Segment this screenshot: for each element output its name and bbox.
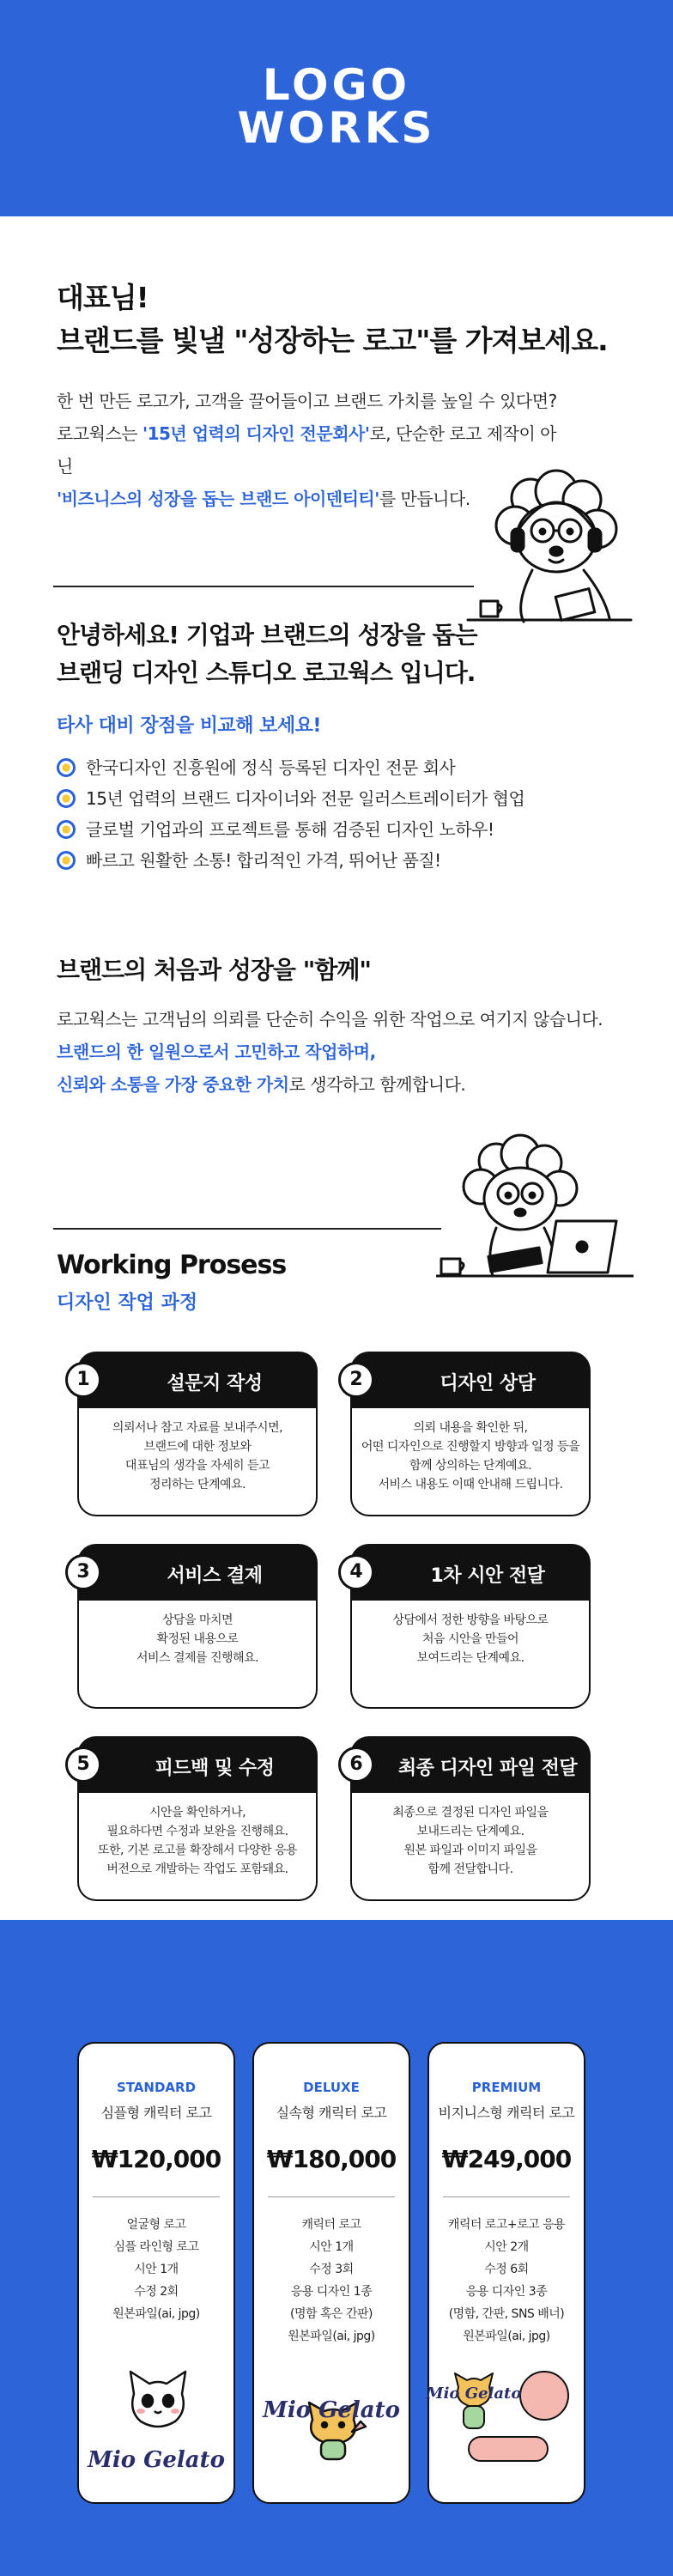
step-number: 2 — [338, 1362, 374, 1398]
step-number: 3 — [65, 1554, 101, 1590]
list-item: (명함 혹은 간판) — [290, 2307, 373, 2321]
plan-description: 비지니스형 캐릭터 로고 — [438, 2105, 575, 2121]
list-item: (명함, 간판, SNS 배너) — [448, 2307, 565, 2321]
logo-text-bottom: WORKS — [237, 103, 436, 153]
list-item: 시안 1개 — [309, 2240, 354, 2254]
process-step-6 — [350, 1736, 591, 1901]
about-title: 안녕하세요! 기업과 브랜드의 성장을 돕는 브랜딩 디자인 스튜디오 로고웍스 입니다. — [57, 621, 477, 687]
logo-text-top: LOGO — [262, 60, 411, 110]
step-description: 의뢰 내용을 확인한 뒤, 어떤 디자인으로 진행할지 방향과 일정 등을 함께 상의하는 단계예요. 서비스 내용도 이때 안내해 드립니다. — [361, 1421, 580, 1492]
process-subtitle: 디자인 작업 과정 — [57, 1292, 198, 1314]
process-step-4 — [350, 1544, 591, 1709]
target-bullet-icon — [57, 820, 76, 839]
step-title: 1차 시안 전달 — [430, 1565, 545, 1587]
list-item: 심플 라인형 로고 — [113, 2240, 199, 2254]
plan-features — [429, 2214, 584, 2348]
step-number: 6 — [338, 1747, 374, 1783]
sample-logo-text: Mio Gelato — [88, 2447, 225, 2473]
target-bullet-icon — [57, 789, 76, 808]
list-item: 응용 디자인 3종 — [465, 2285, 548, 2299]
together-title: 브랜드의 처음과 성장을 "함께" — [57, 956, 371, 984]
list-item: 빠르고 원활한 소통! 합리적인 가격, 뛰어난 품질! — [57, 845, 524, 876]
compare-heading: 타사 대비 장점을 비교해 보세요! — [57, 715, 321, 737]
section-divider — [53, 586, 474, 587]
list-item: 수정 2회 — [134, 2285, 179, 2299]
pricing-card-standard — [77, 2042, 235, 2504]
header-banner — [0, 0, 673, 216]
dog-headphones-illustration — [464, 455, 635, 627]
plan-features — [79, 2214, 233, 2325]
list-item: 캐릭터 로고+로고 응용 — [447, 2218, 566, 2232]
list-item: 원본파일(ai, jpg) — [112, 2307, 200, 2321]
list-item: 한국디자인 진흥원에 정식 등록된 디자인 전문 회사 — [57, 752, 524, 783]
plan-tier: STANDARD — [116, 2080, 197, 2095]
price-divider — [268, 2196, 395, 2197]
intro-paragraph: 한 번 만든 로고가, 고객을 끌어들이고 브랜드 가치를 높일 수 있다면? 로고웍스는 '15년 업력의 디자인 전문회사'로, 단순한 로고 제작이 아닌 '비즈니스의 성장을 돕는 브랜드 아이덴티티'를 만듭니다. — [57, 391, 557, 509]
process-title: Working Prosess — [57, 1250, 287, 1280]
step-title: 서비스 결제 — [167, 1565, 263, 1587]
cat-mascot-icon — [124, 2368, 192, 2432]
process-step-2 — [350, 1352, 591, 1516]
process-step-5 — [77, 1736, 318, 1901]
list-item: 시안 1개 — [134, 2263, 179, 2276]
plan-price: ₩180,000 — [266, 2145, 397, 2173]
step-description: 최종으로 결정된 디자인 파일을 보내드리는 단계예요. 원본 파일과 이미지 파일을 함께 전달합니다. — [392, 1806, 549, 1876]
target-bullet-icon — [57, 851, 76, 870]
list-item: 글로벌 기업과의 프로젝트를 통해 검증된 디자인 노하우! — [57, 814, 524, 845]
step-description: 상담을 마치면 확정된 내용으로 서비스 결제를 진행해요. — [136, 1613, 259, 1665]
plan-price: ₩120,000 — [91, 2145, 221, 2173]
sample-logo-text: Mio Gelato — [263, 2397, 400, 2423]
advantages-list — [57, 752, 524, 876]
list-item: 수정 3회 — [309, 2263, 354, 2276]
section-divider — [53, 1228, 441, 1230]
plan-price: ₩249,000 — [441, 2145, 572, 2173]
plan-features — [254, 2214, 409, 2348]
plan-tier: DELUXE — [303, 2080, 360, 2095]
price-divider — [93, 2196, 220, 2197]
plan-tier: PREMIUM — [471, 2080, 542, 2095]
brand-applications-icon — [441, 2361, 575, 2464]
plan-description: 실속형 캐릭터 로고 — [276, 2105, 387, 2121]
list-item: 수정 6회 — [484, 2263, 529, 2276]
target-bullet-icon — [57, 758, 76, 777]
list-item: 응용 디자인 1종 — [290, 2285, 373, 2299]
step-description: 상담에서 정한 방향을 바탕으로 처음 시안을 만들어 보여드리는 단계예요. — [392, 1613, 549, 1665]
intro-title: 대표님! 브랜드를 빛낼 "성장하는 로고"를 가져보세요. — [57, 281, 608, 357]
list-item: 원본파일(ai, jpg) — [463, 2330, 550, 2343]
process-step-3 — [77, 1544, 318, 1709]
step-title: 최종 디자인 파일 전달 — [397, 1758, 578, 1779]
dog-laptop-illustration — [436, 1132, 634, 1286]
list-item: 얼굴형 로고 — [126, 2218, 186, 2232]
list-item: 캐릭터 로고 — [301, 2218, 361, 2232]
list-item: 시안 2개 — [484, 2240, 529, 2254]
price-divider — [443, 2196, 570, 2197]
list-item: 원본파일(ai, jpg) — [288, 2330, 375, 2343]
step-title: 설문지 작성 — [167, 1373, 263, 1394]
step-number: 4 — [338, 1554, 374, 1590]
together-paragraph: 로고웍스는 고객님의 의뢰를 단순히 수익을 위한 작업으로 여기지 않습니다. 브랜드의 한 일원으로서 고민하고 작업하며, 신뢰와 소통을 가장 중요한 가치로 생각하고 함께합니다. — [57, 1009, 603, 1095]
step-title: 피드백 및 수정 — [155, 1758, 275, 1779]
step-description: 시안을 확인하거나, 필요하다면 수정과 보완을 진행해요. 또한, 기본 로고를 확장해서 다양한 응용 버전으로 개발하는 작업도 포함돼요. — [97, 1806, 298, 1876]
step-number: 5 — [65, 1747, 101, 1783]
step-title: 디자인 상담 — [440, 1373, 536, 1394]
plan-description: 심플형 캐릭터 로고 — [100, 2105, 212, 2121]
list-item: 15년 업력의 브랜드 디자이너와 전문 일러스트레이터가 협업 — [57, 783, 524, 814]
step-number: 1 — [65, 1362, 101, 1398]
process-step-1 — [77, 1352, 318, 1516]
sample-logo-text: Mio Gelato — [426, 2385, 522, 2403]
step-description: 의뢰서나 참고 자료를 보내주시면, 브랜드에 대한 정보와 대표님의 생각을 자세히 듣고 정리하는 단계예요. — [112, 1421, 283, 1492]
pricing-card-deluxe — [252, 2042, 410, 2504]
pricing-card-premium — [427, 2042, 585, 2504]
